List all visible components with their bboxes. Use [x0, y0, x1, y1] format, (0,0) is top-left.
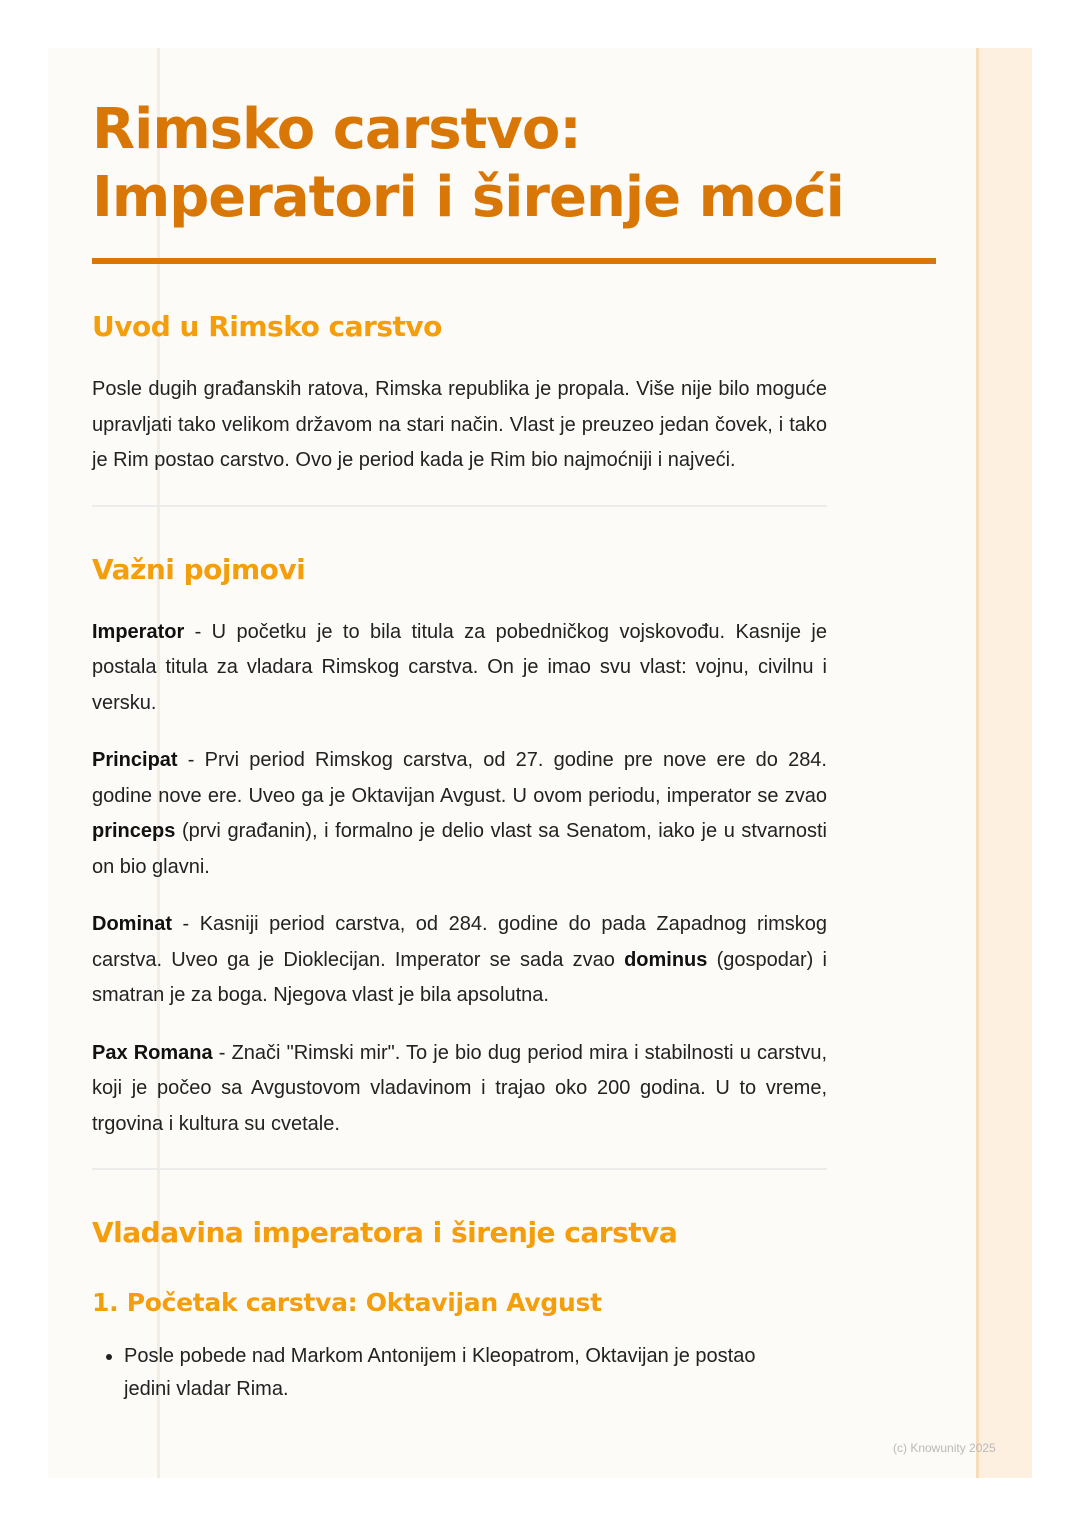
- document-page: [48, 48, 1032, 1478]
- term-definition: - Znači "Rimski mir". To je bio dug period mira i stabilnosti u carstvu, koji je počeo sa Avgustovom vladavinom i trajao oko 200 godina. U to vreme, trgovina i kultura su cvetale.: [92, 1041, 827, 1135]
- term-definition-cont: (gospodar) i smatran je za boga. Njegova vlast je bila apsolutna.: [92, 948, 827, 1006]
- term-principat: [92, 743, 827, 885]
- term-definition: - U početku je to bila titula za pobedničkog vojskovođu. Kasnije je postala titula za vladara Rimskog carstva. On je imao svu vlast: vojnu, civilnu i versku.: [92, 620, 827, 714]
- section-heading-intro: Uvod u Rimsko carstvo: [92, 310, 442, 343]
- subsection-heading: 1. Početak carstva: Oktavijan Avgust: [92, 1288, 602, 1317]
- term-definition: - Kasniji period carstva, od 284. godine do pada Zapadnog rimskog carstva. Uveo ga je Dioklecijan. Imperator se sada zvao: [92, 913, 827, 971]
- section-heading-rule: Vladavina imperatora i širenje carstva: [92, 1216, 678, 1249]
- bullet-list: [92, 1340, 804, 1406]
- term-emphasis: dominus: [624, 948, 708, 971]
- term-dominat: [92, 907, 827, 1014]
- section-heading-terms: Važni pojmovi: [92, 552, 306, 586]
- term-label: Dominat: [92, 913, 172, 935]
- page-title: Rimsko carstvo: Imperatori i širenje moći: [92, 97, 844, 230]
- document-content: [92, 96, 932, 1406]
- section-divider: [92, 1168, 827, 1170]
- term-label: Imperator: [92, 620, 185, 643]
- term-emphasis: princeps: [92, 820, 176, 842]
- title-underline: [92, 258, 936, 264]
- term-label: Pax Romana: [92, 1041, 213, 1064]
- term-label: Principat: [92, 749, 178, 771]
- side-strip: [976, 48, 1032, 1478]
- term-definition-cont: (prvi građanin), i formalno je delio vlast sa Senatom, iako je u stvarnosti on bio glavni.: [92, 820, 827, 878]
- list-item: • Posle pobede nad Markom Antonijem i Kleopatrom, Oktavijan je postao jedini vladar Rima.: [124, 1340, 804, 1406]
- section-divider: [92, 505, 827, 507]
- intro-paragraph: Posle dugih građanskih ratova, Rimska republika je propala. Više nije bilo moguće upravljati tako velikom državom na stari način. Vlast je preuzeo jedan čovek, i tako je Rim postao carstvo. Ovo je period kada je Rim bio najmoćniji i najveći.: [92, 378, 827, 471]
- term-imperator: [92, 615, 827, 722]
- term-pax-romana: [92, 1036, 827, 1143]
- term-definition: - Prvi period Rimskog carstva, od 27. godine pre nove ere do 284. godine nove ere. Uveo ga je Oktavijan Avgust. U ovom periodu, imperator se zvao: [92, 749, 827, 807]
- footer-copyright: (c) Knowunity 2025: [893, 1441, 996, 1455]
- side-strip-edge: [976, 48, 979, 1478]
